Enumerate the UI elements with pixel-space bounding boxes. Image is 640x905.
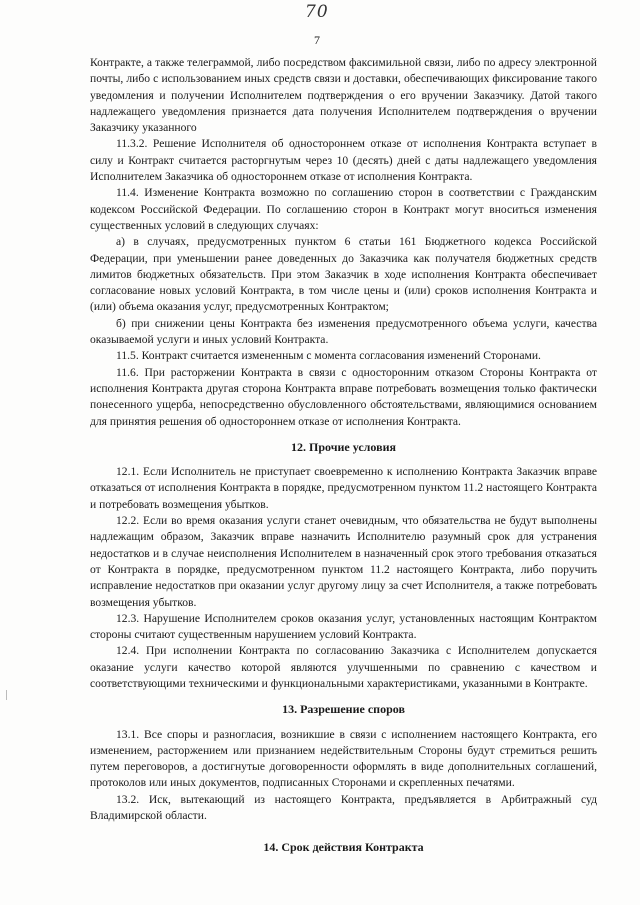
paragraph-12-1: 12.1. Если Исполнитель не приступает своевременно к исполнению Контракта Заказчик вправе отказаться от исполнения Контракта в порядке, предусмотренном пунктом 11.2 настоящего Контракта и потребовать возмещения убытков. — [90, 465, 597, 511]
paragraph-11-5: 11.5. Контракт считается измененным с момента согласования изменений Сторонами. — [116, 349, 541, 363]
page-number: 7 — [314, 33, 320, 47]
paragraph-13-2: 13.2. Иск, вытекающий из настоящего Контракта, предъявляется в Арбитражный суд Владимирской области. — [90, 792, 597, 823]
paragraph-12-4: 12.4. При исполнении Контракта по согласованию Заказчика с Исполнителем допускается оказание услуги качество которой являются улучшенными по сравнению с качеством и соответствующими техническими и функциональными характеристиками, указанными в Контракте. — [90, 644, 597, 690]
paragraph-11-3-2: 11.3.2. Решение Исполнителя об одностороннем отказе от исполнения Контракта вступает в силу и Контракт считается расторгнутым через 10 (десять) дней с даты надлежащего уведомления Исполнителем Заказчика об одностороннем отказе от исполнения Контракта. — [90, 137, 597, 184]
margin-mark — [6, 690, 7, 700]
paragraph-12-3: 12.3. Нарушение Исполнителем сроков оказания услуг, установленных настоящим Контрактом стороны считают существенным нарушением условий Контракта. — [90, 611, 597, 642]
paragraph-11-4: 11.4. Изменение Контракта возможно по соглашению сторон в соответствии с Гражданским кодексом Российской Федерации. По соглашению сторон в Контракт могут вноситься изменения существенных условий в следующих случаях: — [90, 186, 597, 232]
section-heading-13: 13. Разрешение споров — [282, 702, 405, 717]
paragraph-12-2: 12.2. Если во время оказания услуги станет очевидным, что обязательства не будут выполнены надлежащим образом, Заказчик вправе назначить Исполнителю разумный срок для устранения недостатков и в случае неисполнения Исполнителем в назначенный срок этого требования отказаться от Контракта в порядке, предусмотренном пунктом 11.2 настоящего Контракта, либо поручить исправление недостатков при оказании услуг другому лицу за счет Исполнителя, а также потребовать возмещения убытков. — [90, 514, 597, 609]
paragraph-13-1: 13.1. Все споры и разногласия, возникшие в связи с исполнением настоящего Контракта, его изменением, расторжением или признанием недействительным Стороны будут стремиться решить путем переговоров, а достигнутые договоренности оформлять в виде дополнительных соглашений, протоколов или иных документов, подписанных Сторонами и скрепленных печатями. — [90, 727, 597, 790]
paragraph-11-6: 11.6. При расторжении Контракта в связи с односторонним отказом Стороны Контракта от исполнения Контракта другая сторона Контракта вправе потребовать возмещения только фактически понесенного ущерба, непосредственно обусловленного обстоятельствами, являющимися основанием для принятия решения об одностороннем отказе от исполнения Контракта. — [90, 365, 597, 428]
paragraph-11-4-b: б) при снижении цены Контракта без изменения предусмотренного объема услуги, качества оказываемой услуги и иных условий Контракта. — [90, 316, 597, 347]
section-heading-14: 14. Срок действия Контракта — [263, 840, 424, 855]
paragraph-11-3-1-continued: Контракте, а также телеграммой, либо посредством факсимильной связи, либо по адресу электронной почты, либо с использованием иных средств связи и доставки, обеспечивающих фиксирование такого уведомления и получении Исполнителем подтверждения о его вручении Заказчику. Датой такого надлежащего уведомления признается дата получения Исполнителем подтверждения о вручении Заказчику указанного — [90, 56, 597, 135]
paragraph-11-4-a: а) в случаях, предусмотренных пунктом 6 статьи 161 Бюджетного кодекса Российской Федерации, при уменьшении ранее доведенных до Заказчика как получателя бюджетных средств лимитов бюджетных обязательств. При этом Заказчик в ходе исполнения Контракта обеспечивает согласование новых условий Контракта, в том числе цены и (или) сроков исполнения Контракта и (или) объема оказания услуг, предусмотренных Контрактом; — [90, 235, 597, 314]
spacer — [90, 824, 597, 830]
document-body — [90, 55, 597, 865]
handwritten-sheet-number: 70 — [305, 2, 329, 22]
section-heading-12: 12. Прочие условия — [291, 439, 396, 454]
